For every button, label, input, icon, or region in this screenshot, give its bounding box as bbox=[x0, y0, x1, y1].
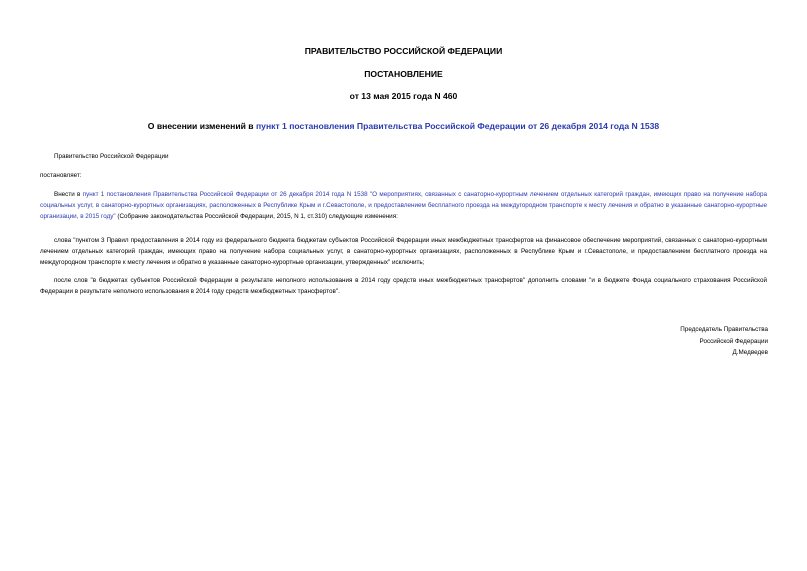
signature-name: Д.Медведев bbox=[732, 349, 768, 357]
document-type-heading: ПОСТАНОВЛЕНИЕ bbox=[364, 69, 443, 79]
signature-block bbox=[680, 324, 768, 359]
amended-decree-link[interactable]: пункт 1 постановления Правительства Российской Федерации от 26 декабря 2014 года N 1538 "О мероприятиях, связанных с санаторно-курортным лечением отдельных категорий граждан, имеющих право на получение набора социальных услуг, в санаторно-курортных организациях, расположенных в Республике Крым и г.Севастополе, и предоставлением бесплатного проезда на междугородном транспорте к месту лечения и обратно в указанные санаторно-курортные организации, в 2015 году" bbox=[40, 191, 767, 221]
signature-position: Председатель Правительства bbox=[680, 326, 768, 333]
amendment-prefix: Внести в bbox=[54, 191, 83, 198]
decrees-paragraph: постановляет: bbox=[40, 172, 82, 179]
amendment-suffix: (Собрание законодательства Российской Федерации, 2015, N 1, ст.310) следующие изменения: bbox=[115, 213, 398, 221]
document-title bbox=[0, 121, 807, 132]
issuer-paragraph: Правительство Российской Федерации bbox=[54, 153, 169, 160]
amendment-paragraph bbox=[40, 189, 767, 223]
change-paragraph-2: после слов "в бюджетах субъектов Российской Федерации в результате неполного использования в 2014 году средств иных межбюджетных трансфертов" дополнить словами "и в бюджете Фонда социального страхования Российской Федерации в результате неполного использования в 2014 году средств межбюджетных трансфертов". bbox=[40, 277, 767, 296]
document-title-prefix: О внесении изменений в bbox=[147, 121, 256, 131]
change-paragraph-1: слова "пунктом 3 Правил предоставления в 2014 году из федерального бюджета бюджетам субъектов Российской Федерации иных межбюджетных трансфертов на финансовое обеспечение мероприятий, связанных с санаторно-курортным лечением отдельных категорий граждан, имеющих право на получение набора социальных услуг, в санаторно-курортных организациях, расположенных в Республике Крым и г.Севастополе, и предоставлением бесплатного проезда на междугородном транспорте к месту лечения и обратно в указанные санаторно-курортные организации, утвержденных" исключить; bbox=[40, 237, 767, 267]
document-date-number: от 13 мая 2015 года N 460 bbox=[349, 91, 458, 101]
signature-organization: Российской Федерации bbox=[699, 337, 768, 345]
document-title-link[interactable]: пункт 1 постановления Правительства Российской Федерации от 26 декабря 2014 года N 1538 bbox=[255, 121, 660, 131]
government-heading: ПРАВИТЕЛЬСТВО РОССИЙСКОЙ ФЕДЕРАЦИИ bbox=[304, 46, 503, 56]
